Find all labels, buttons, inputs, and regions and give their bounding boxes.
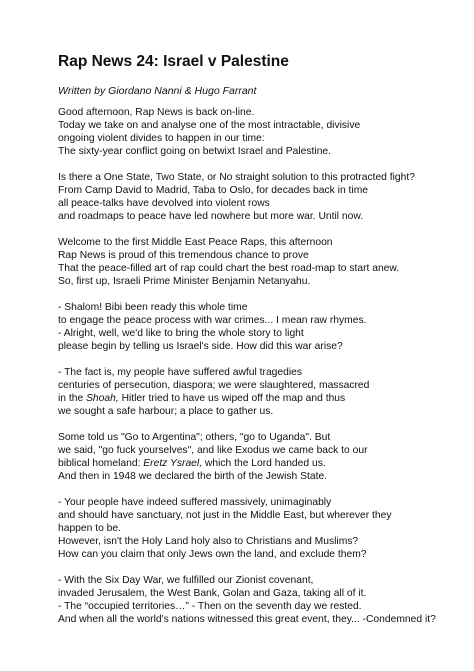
text-line: - The fact is, my people have suffered awful tragedies [58, 367, 303, 378]
text-line-with-emphasis [58, 457, 428, 470]
paragraph-8 [58, 574, 436, 626]
text-line: centuries of persecution, diaspora; we were slaughtered, massacred [58, 380, 370, 391]
text-line: - With the Six Day War, we fulfilled our Zionist covenant, [58, 575, 314, 586]
text-line: all peace-talks have devolved into violent rows [58, 198, 270, 209]
paragraph-6 [58, 431, 428, 483]
text-line: Rap News is proud of this tremendous chance to prove [58, 250, 309, 261]
text-line: And then in 1948 we declared the birth of the Jewish State. [58, 471, 328, 482]
text-line: and should have sanctuary, not just in the Middle East, but wherever they happen to be. [58, 510, 392, 534]
text-line: That the peace-filled art of rap could chart the best road-map to start anew. [58, 263, 400, 274]
text-line: Good afternoon, Rap News is back on-line. [58, 107, 255, 118]
text-line: Today we take on and analyse one of the most intractable, divisive [58, 120, 361, 131]
paragraph-1 [58, 106, 428, 158]
text-line: - Your people have indeed suffered massively, unimaginably [58, 497, 332, 508]
paragraph-2 [58, 171, 428, 223]
document-body [58, 106, 436, 639]
text-line: And when all the world's nations witnessed this great event, they... -Condemned it? [58, 614, 436, 625]
text-line: So, first up, Israeli Prime Minister Benjamin Netanyahu. [58, 276, 311, 287]
paragraph-3 [58, 236, 428, 288]
text-segment: in the [58, 393, 87, 404]
text-line: please begin by telling us Israel's side. How did this war arise? [58, 341, 343, 352]
text-line: and roadmaps to peace have led nowhere but more war. Until now. [58, 211, 364, 222]
emphasis-term: Eretz Ysrael, [143, 458, 203, 469]
text-line: we said, "go fuck yourselves", and like Exodus we came back to our [58, 445, 368, 456]
text-line-with-emphasis [58, 392, 428, 405]
text-line: ongoing violent divides to happen in our time: [58, 133, 265, 144]
text-line: Is there a One State, Two State, or No straight solution to this protracted fight? [58, 172, 415, 183]
text-line: - The “occupied territories…” - Then on the seventh day we rested. [58, 601, 362, 612]
text-segment: Hitler tried to have us wiped off the map and thus [118, 393, 346, 404]
paragraph-5 [58, 366, 428, 418]
text-line: - Shalom! Bibi been ready this whole time [58, 302, 248, 313]
emphasis-term: Shoah, [86, 393, 119, 404]
text-line: From Camp David to Madrid, Taba to Oslo, for decades back in time [58, 185, 368, 196]
text-line: How can you claim that only Jews own the land, and exclude them? [58, 549, 367, 560]
paragraph-7 [58, 496, 428, 561]
text-line: The sixty-year conflict going on betwixt Israel and Palestine. [58, 146, 332, 157]
document-title: Rap News 24: Israel v Palestine [58, 53, 289, 70]
text-line: - Alright, well, we'd like to bring the whole story to light [58, 328, 304, 339]
text-segment: biblical homeland: [58, 458, 144, 469]
text-segment: which the Lord handed us. [202, 458, 326, 469]
text-line: Some told us "Go to Argentina"; others, "go to Uganda". But [58, 432, 331, 443]
document-byline: Written by Giordano Nanni & Hugo Farrant [58, 85, 257, 97]
paragraph-4 [58, 301, 428, 353]
text-line: However, isn't the Holy Land holy also to Christians and Muslims? [58, 536, 359, 547]
text-line: we sought a safe harbour; a place to gather us. [58, 406, 274, 417]
text-line: to engage the peace process with war crimes... I mean raw rhymes. [58, 315, 367, 326]
text-line: invaded Jerusalem, the West Bank, Golan and Gaza, taking all of it. [58, 588, 367, 599]
text-line: Welcome to the first Middle East Peace Raps, this afternoon [58, 237, 333, 248]
